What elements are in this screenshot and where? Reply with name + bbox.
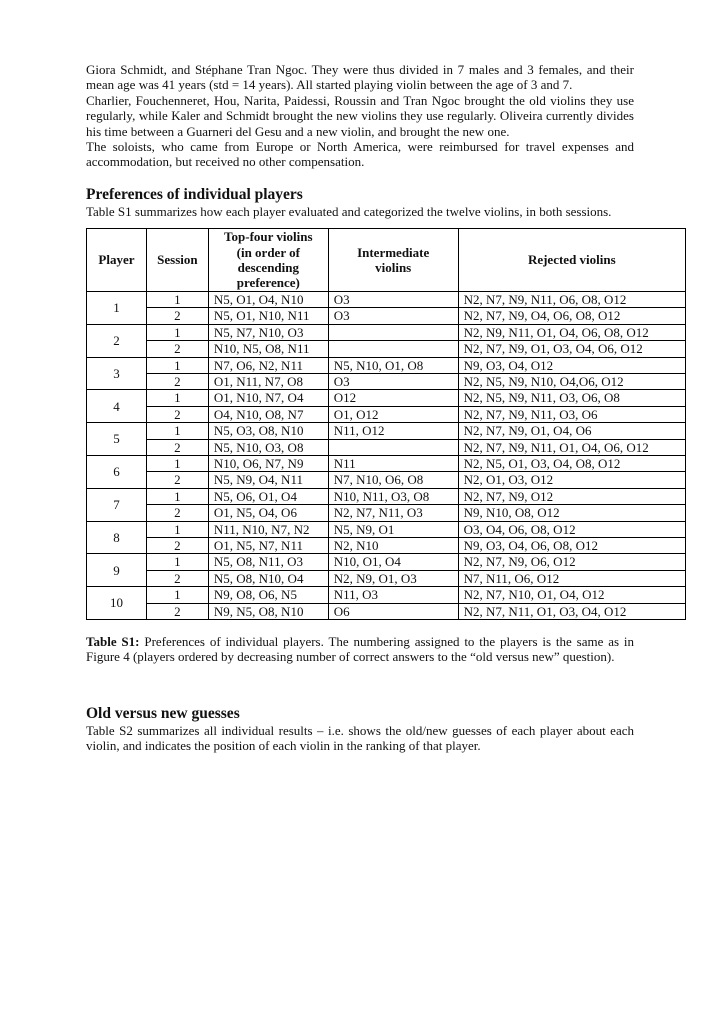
intermediate-cell bbox=[328, 439, 458, 455]
rejected-cell: N2, N5, N9, N11, O3, O6, O8 bbox=[458, 390, 685, 406]
intermediate-cell: O1, O12 bbox=[328, 406, 458, 422]
session-cell: 2 bbox=[146, 439, 208, 455]
section-heading: Preferences of individual players bbox=[86, 185, 303, 203]
table-row bbox=[87, 373, 686, 389]
top-four-cell: N5, O6, O1, O4 bbox=[208, 488, 328, 504]
intro-paragraph: Charlier, Fouchenneret, Hou, Narita, Paidessi, Roussin and Tran Ngoc brought the old violins they use regularly, while Kaler and Schmidt brought the new violins they use regularly. Oliveira currently divides his time between a Guarneri del Gesu and a new violin, and brought the new one. bbox=[86, 92, 634, 139]
rejected-cell: N9, O3, O4, O6, O8, O12 bbox=[458, 537, 685, 553]
session-cell: 1 bbox=[146, 521, 208, 537]
top-four-cell: N5, O8, N11, O3 bbox=[208, 554, 328, 570]
rejected-cell: N7, N11, O6, O12 bbox=[458, 570, 685, 586]
table-row bbox=[87, 439, 686, 455]
top-four-cell: N10, O6, N7, N9 bbox=[208, 455, 328, 471]
intermediate-cell: N7, N10, O6, O8 bbox=[328, 472, 458, 488]
top-four-cell: O1, N11, N7, O8 bbox=[208, 373, 328, 389]
rejected-cell: N2, N7, N9, O12 bbox=[458, 488, 685, 504]
rejected-cell: N2, N7, N9, O1, O4, O6 bbox=[458, 423, 685, 439]
session-cell: 2 bbox=[146, 537, 208, 553]
table-header-row bbox=[87, 229, 686, 292]
intermediate-cell: N10, O1, O4 bbox=[328, 554, 458, 570]
session-cell: 1 bbox=[146, 488, 208, 504]
intermediate-cell bbox=[328, 341, 458, 357]
column-header: Top-four violins (in order of descending preference) bbox=[208, 229, 328, 292]
top-four-cell: N5, N9, O4, N11 bbox=[208, 472, 328, 488]
intermediate-cell: N10, N11, O3, O8 bbox=[328, 488, 458, 504]
top-four-cell: N5, O3, O8, N10 bbox=[208, 423, 328, 439]
top-four-cell: O4, N10, O8, N7 bbox=[208, 406, 328, 422]
rejected-cell: N2, N7, N9, O1, O3, O4, O6, O12 bbox=[458, 341, 685, 357]
intermediate-cell: N2, N7, N11, O3 bbox=[328, 505, 458, 521]
intermediate-cell: O12 bbox=[328, 390, 458, 406]
intermediate-cell bbox=[328, 324, 458, 340]
session-cell: 2 bbox=[146, 505, 208, 521]
rejected-cell: N2, N7, N9, N11, O3, O6 bbox=[458, 406, 685, 422]
session-cell: 1 bbox=[146, 357, 208, 373]
session-cell: 1 bbox=[146, 587, 208, 603]
top-four-cell: O1, N5, O4, O6 bbox=[208, 505, 328, 521]
rejected-cell: N2, N7, N9, N11, O1, O4, O6, O12 bbox=[458, 439, 685, 455]
session-cell: 2 bbox=[146, 341, 208, 357]
top-four-cell: N10, N5, O8, N11 bbox=[208, 341, 328, 357]
top-four-cell: O1, N10, N7, O4 bbox=[208, 390, 328, 406]
table-row bbox=[87, 521, 686, 537]
session-cell: 1 bbox=[146, 455, 208, 471]
session-cell: 1 bbox=[146, 554, 208, 570]
intermediate-cell: O3 bbox=[328, 308, 458, 324]
rejected-cell: N2, N9, N11, O1, O4, O6, O8, O12 bbox=[458, 324, 685, 340]
player-cell: 5 bbox=[87, 423, 147, 456]
player-cell: 4 bbox=[87, 390, 147, 423]
intermediate-cell: O3 bbox=[328, 291, 458, 307]
session-cell: 2 bbox=[146, 373, 208, 389]
table-row bbox=[87, 603, 686, 619]
table-row bbox=[87, 406, 686, 422]
session-cell: 2 bbox=[146, 570, 208, 586]
intermediate-cell: O6 bbox=[328, 603, 458, 619]
table-row bbox=[87, 390, 686, 406]
caption-label: Table S1: bbox=[86, 634, 140, 649]
table-row bbox=[87, 488, 686, 504]
intermediate-cell: N5, N9, O1 bbox=[328, 521, 458, 537]
rejected-cell: N2, N5, N9, N10, O4,O6, O12 bbox=[458, 373, 685, 389]
column-header: Intermediate violins bbox=[328, 229, 458, 292]
session-cell: 1 bbox=[146, 291, 208, 307]
intermediate-cell: N11, O3 bbox=[328, 587, 458, 603]
intermediate-cell: N11 bbox=[328, 455, 458, 471]
table-row bbox=[87, 291, 686, 307]
intermediate-cell: O3 bbox=[328, 373, 458, 389]
player-cell: 8 bbox=[87, 521, 147, 554]
player-cell: 7 bbox=[87, 488, 147, 521]
top-four-cell: O1, N5, N7, N11 bbox=[208, 537, 328, 553]
rejected-cell: N2, N7, N11, O1, O3, O4, O12 bbox=[458, 603, 685, 619]
rejected-cell: N2, N7, N10, O1, O4, O12 bbox=[458, 587, 685, 603]
player-cell: 1 bbox=[87, 291, 147, 324]
column-header: Session bbox=[146, 229, 208, 292]
session-cell: 1 bbox=[146, 324, 208, 340]
top-four-cell: N5, N10, O3, O8 bbox=[208, 439, 328, 455]
column-header: Rejected violins bbox=[458, 229, 685, 292]
rejected-cell: N9, O3, O4, O12 bbox=[458, 357, 685, 373]
rejected-cell: O3, O4, O6, O8, O12 bbox=[458, 521, 685, 537]
table-caption bbox=[86, 634, 634, 665]
table-row bbox=[87, 423, 686, 439]
rejected-cell: N2, N7, N9, N11, O6, O8, O12 bbox=[458, 291, 685, 307]
player-cell: 10 bbox=[87, 587, 147, 620]
table-body bbox=[87, 291, 686, 619]
rejected-cell: N2, N7, N9, O4, O6, O8, O12 bbox=[458, 308, 685, 324]
top-four-cell: N9, N5, O8, N10 bbox=[208, 603, 328, 619]
table-row bbox=[87, 324, 686, 340]
intermediate-cell: N5, N10, O1, O8 bbox=[328, 357, 458, 373]
session-cell: 2 bbox=[146, 308, 208, 324]
intermediate-cell: N2, N10 bbox=[328, 537, 458, 553]
top-four-cell: N5, N7, N10, O3 bbox=[208, 324, 328, 340]
table-row bbox=[87, 472, 686, 488]
top-four-cell: N11, N10, N7, N2 bbox=[208, 521, 328, 537]
table-row bbox=[87, 537, 686, 553]
top-four-cell: N7, O6, N2, N11 bbox=[208, 357, 328, 373]
top-four-cell: N5, O1, N10, N11 bbox=[208, 308, 328, 324]
section-paragraph: Table S2 summarizes all individual results – i.e. shows the old/new guesses of each player about each violin, and indicates the position of each violin in the ranking of that player. bbox=[86, 722, 634, 754]
player-cell: 3 bbox=[87, 357, 147, 390]
table-row bbox=[87, 554, 686, 570]
rejected-cell: N2, N7, N9, O6, O12 bbox=[458, 554, 685, 570]
rejected-cell: N2, O1, O3, O12 bbox=[458, 472, 685, 488]
player-cell: 6 bbox=[87, 455, 147, 488]
player-cell: 2 bbox=[87, 324, 147, 357]
top-four-cell: N9, O8, O6, N5 bbox=[208, 587, 328, 603]
rejected-cell: N9, N10, O8, O12 bbox=[458, 505, 685, 521]
session-cell: 1 bbox=[146, 390, 208, 406]
table-row bbox=[87, 587, 686, 603]
player-cell: 9 bbox=[87, 554, 147, 587]
table-row bbox=[87, 357, 686, 373]
intro-block bbox=[86, 62, 634, 170]
session-cell: 2 bbox=[146, 406, 208, 422]
table-row bbox=[87, 455, 686, 471]
intro-paragraph: The soloists, who came from Europe or North America, were reimbursed for travel expenses and accommodation, but received no other compensation. bbox=[86, 139, 634, 170]
preferences-table bbox=[86, 228, 686, 620]
section-paragraph: Table S1 summarizes how each player evaluated and categorized the twelve violins, in both sessions. bbox=[86, 203, 612, 219]
intermediate-cell: N11, O12 bbox=[328, 423, 458, 439]
document-page bbox=[86, 62, 649, 754]
rejected-cell: N2, N5, O1, O3, O4, O8, O12 bbox=[458, 455, 685, 471]
intro-paragraph: Giora Schmidt, and Stéphane Tran Ngoc. They were thus divided in 7 males and 3 females, and their mean age was 41 years (std = 14 years). All started playing violin between the age of 3 and 7. bbox=[86, 62, 634, 93]
column-header: Player bbox=[87, 229, 147, 292]
section-heading: Old versus new guesses bbox=[86, 704, 240, 722]
top-four-cell: N5, O1, O4, N10 bbox=[208, 291, 328, 307]
table-row bbox=[87, 308, 686, 324]
table-row bbox=[87, 341, 686, 357]
table-row bbox=[87, 505, 686, 521]
session-cell: 1 bbox=[146, 423, 208, 439]
intermediate-cell: N2, N9, O1, O3 bbox=[328, 570, 458, 586]
session-cell: 2 bbox=[146, 603, 208, 619]
top-four-cell: N5, O8, N10, O4 bbox=[208, 570, 328, 586]
session-cell: 2 bbox=[146, 472, 208, 488]
caption-text: Preferences of individual players. The numbering assigned to the players is the same as in Figure 4 (players ordered by decreasing number of correct answers to the “old versus new” question). bbox=[86, 634, 634, 665]
table-row bbox=[87, 570, 686, 586]
